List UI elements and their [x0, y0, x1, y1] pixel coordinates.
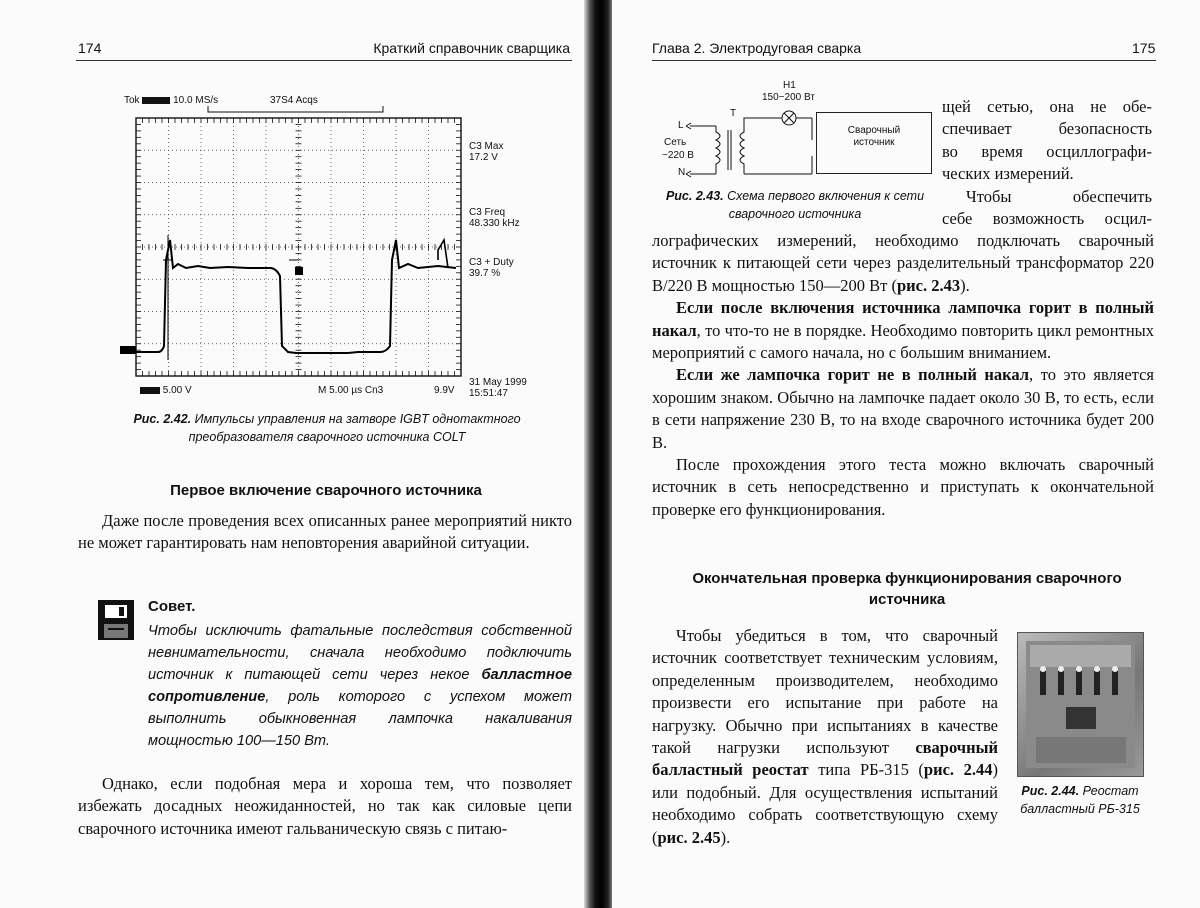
final-check-paragraph: Чтобы убедиться в том, что сварочный источник соответствует техническим условиям, определенным производителем, необходимо произвести его испытание при работе на нагрузку. Обычно при испытаниях в качестве такой нагрузки используют сварочный балластный реостат типа РБ-315 (рис. 2.44) или подобный. Для осуществления испытаний необходимо собрать соответствующую схему (рис. 2.45).: [652, 626, 998, 847]
scope-readout-duty: C3 + Duty 39.7 %: [469, 257, 514, 279]
section-heading-first-start: Первое включение сварочного источника: [170, 482, 482, 499]
phase-l-label: L: [678, 120, 684, 131]
rheostat-photo: [1017, 632, 1144, 777]
left-page: [0, 0, 588, 908]
oscilloscope-graticule: [118, 100, 468, 390]
rheostat-image: [1018, 633, 1143, 776]
network-label: Сеть: [664, 137, 687, 148]
page-number-left: 174: [78, 40, 102, 56]
scope-timestamp: 31 May 1999 15:51:47: [469, 377, 527, 399]
transformer-label: T: [730, 108, 737, 119]
side-text: щей сетью, она не обе- спечивает безопасность во время осциллографи- ческих измерений. Чтобы обеспечить себе возможность осцил-: [942, 97, 1152, 229]
section-heading-final-check: Окончательная проверка функционирования сварочного источника: [692, 570, 1122, 608]
scope-top-label: Tok 10.0 MS/s: [124, 95, 219, 106]
lamp-power: 150−200 Вт: [762, 92, 815, 103]
right-page: [612, 0, 1200, 908]
header-rule: [76, 60, 572, 61]
scope-readout-freq: C3 Freq 48.330 kHz: [469, 207, 520, 229]
tip-title: Совет.: [148, 598, 196, 615]
tip-text: Чтобы исключить фатальные последствия собственной невнимательности, сначала необходимо подключить источник к питающей сети через некое балластное сопротивление, роль которого с успехом может выполнить обыкновенная лампочка накаливания мощностью 100—150 Вт.: [148, 623, 572, 749]
scope-readout-max: C3 Max 17.2 V: [469, 141, 504, 163]
main-text-right: лографических измерений, необходимо подключать сварочный источник к питающей сети через разделительный трансформатор 220 В/220 В мощностью 150—200 Вт (рис. 2.43). Если после включения источника лампочка горит в полный накал, то что-то не в порядке. Необходимо повторить цикл ремонтных мероприятий с самого начала, но с большим вниманием. Если же лампочка горит не в полный накал, то это является хорошим знаком. Обычно на лампочке падает около 30 В, то есть, если в сети напряжение 230 В, то на входе сварочного источника будет 200 В. После прохождения этого теста можно включать сварочный источник в сеть непосредственно и приступать к окончательной проверке его функционирования.: [652, 231, 1154, 519]
paragraph-continuation: Однако, если подобная мера и хороша тем, что позволяет избежать досадных неожиданностей, но так как силовые цепи сварочного источника имеют гальваническую связь с питаю-: [78, 774, 572, 838]
floppy-disk-icon: [98, 600, 134, 640]
figure-caption-2-43: Рис. 2.43. Схема первого включения к сети сварочного источника: [665, 189, 925, 221]
paragraph-intro: Даже после проведения всех описанных ранее мероприятий никто не может гарантировать нам неповторения аварийной ситуации.: [78, 511, 572, 553]
phase-n-label: N: [678, 167, 686, 178]
scope-timebase: M 5.00 µs Cn3: [318, 385, 384, 396]
network-voltage: ~220 В: [662, 150, 694, 161]
welding-source-box: Сварочный источник: [816, 112, 932, 174]
figure-caption-2-44: Рис. 2.44. Реостат балластный РБ-315: [1020, 784, 1140, 816]
scope-channel-scale: 5.00 V: [140, 385, 192, 396]
figure-caption-2-42: Рис. 2.42. Импульсы управления на затворе IGBT однотактного преобразователя сварочного источника COLT: [133, 412, 521, 444]
running-title: Краткий справочник сварщика: [373, 40, 570, 56]
lamp-label: H1: [783, 80, 796, 91]
scope-waveform: [136, 240, 456, 353]
header-rule: [652, 60, 1156, 61]
scope-trigger: 9.9V: [434, 385, 455, 396]
page-number-right: 175: [1132, 40, 1156, 56]
chapter-title: Глава 2. Электродуговая сварка: [652, 40, 862, 56]
scope-acqs: 37S4 Acqs: [270, 95, 318, 106]
